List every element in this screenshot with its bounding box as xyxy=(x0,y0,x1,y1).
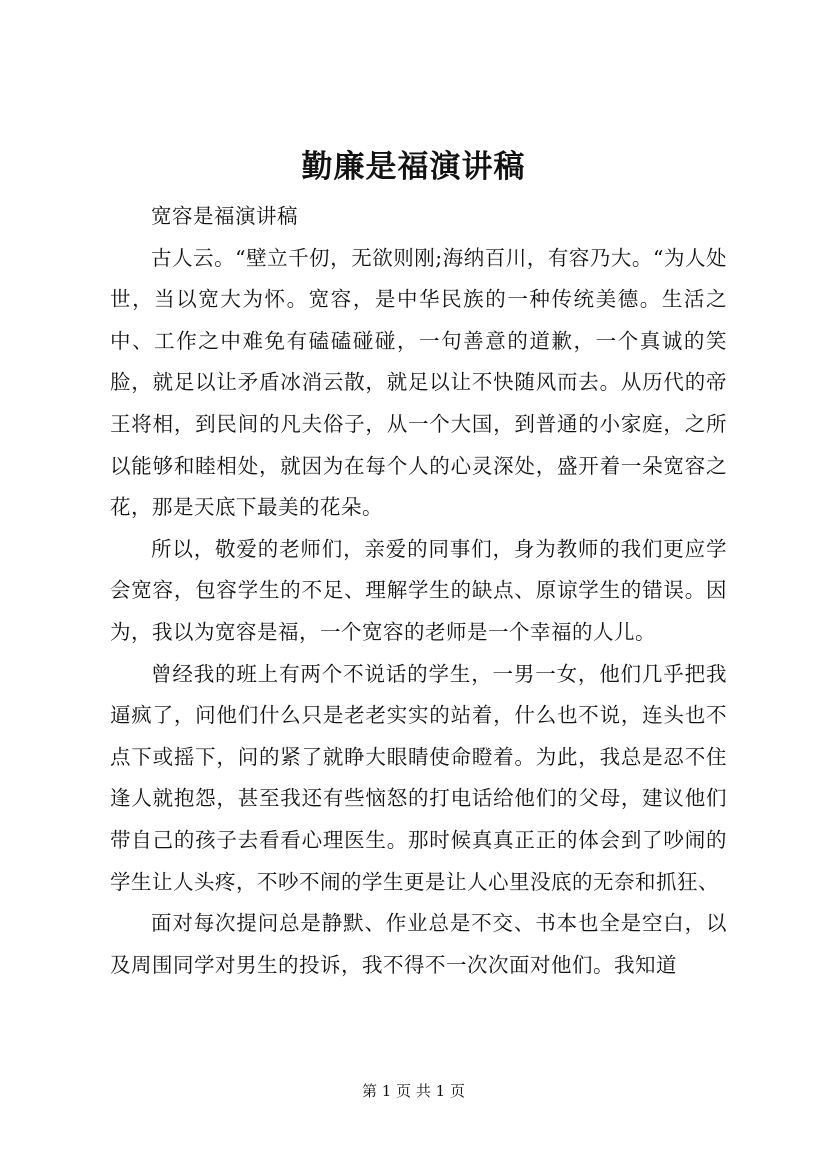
paragraph-2: 所以，敬爱的老师们，亲爱的同事们，身为教师的我们更应学会宽容，包容学生的不足、理解学生的缺点、原谅学生的错误。因为，我以为宽容是福，一个宽容的老师是一个幸福的人儿。 xyxy=(110,536,727,644)
paragraph-3: 曾经我的班上有两个不说话的学生，一男一女，他们几乎把我逼疯了，问他们什么只是老老实实的站着，什么也不说，连头也不点下或摇下，问的紧了就睁大眼睛使命瞪着。为此，我总是忍不住逢人就抱怨，甚至我还有些恼怒的打电话给他们的父母，建议他们带自己的孩子去看看心理医生。那时候真真正正的体会到了吵闹的学生让人头疼，不吵不闹的学生更是让人心里没底的无奈和抓狂、 xyxy=(110,661,727,894)
page-footer: 第 1 页 共 1 页 xyxy=(362,1082,465,1100)
paragraph-subtitle: 宽容是福演讲稿 xyxy=(151,204,298,228)
document-body xyxy=(110,196,727,986)
paragraph-1: 古人云。“壁立千仞，无欲则刚;海纳百川，有容乃大。“为人处世，当以宽大为怀。宽容，是中华民族的一种传统美德。生活之中、工作之中难免有磕磕碰碰，一句善意的道歉，一个真诚的笑脸，就足以让矛盾冰消云散，就足以让不快随风而去。从历代的帝王将相，到民间的凡夫俗子，从一个大国，到普通的小家庭，之所以能够和睦相处，就因为在每个人的心灵深处，盛开着一朵宽容之花，那是天底下最美的花朵。 xyxy=(110,245,727,520)
paragraph-4: 面对每次提问总是静默、作业总是不交、书本也全是空白，以及周围同学对男生的投诉，我不得不一次次面对他们。我知道 xyxy=(110,911,727,977)
document-title: 勤廉是福演讲稿 xyxy=(301,149,526,185)
